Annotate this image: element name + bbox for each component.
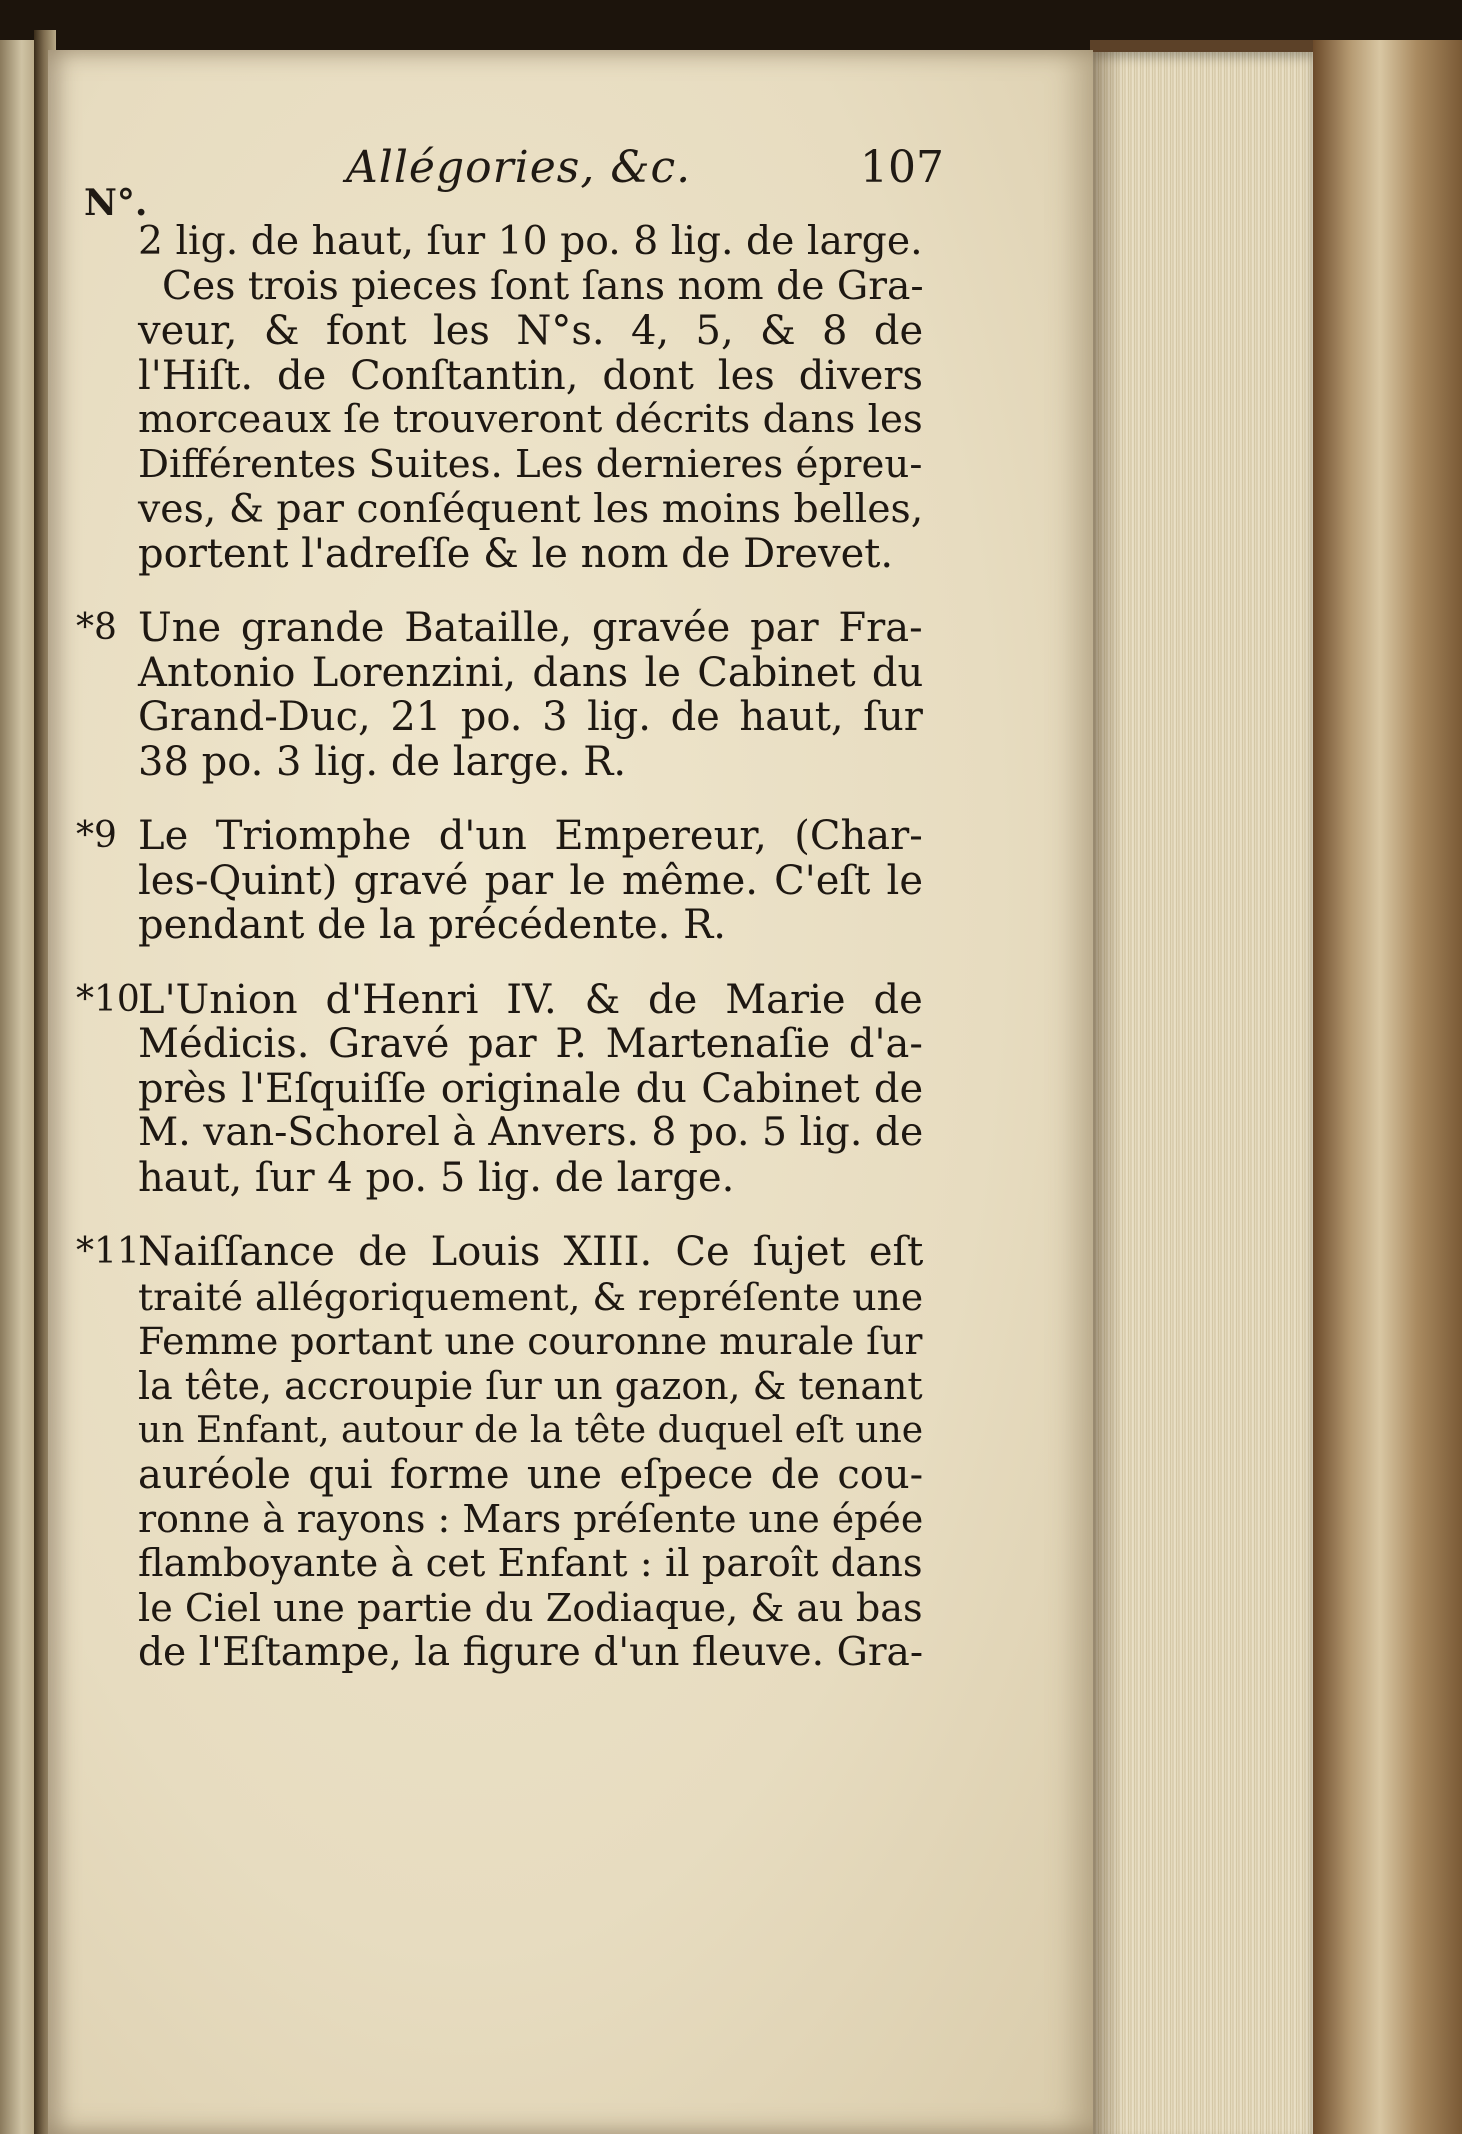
text-line: Grand-Duc, 21 po. 3 lig. de haut, ſur (138, 694, 923, 740)
page-header (84, 142, 954, 224)
text-line: L'Union d'Henri IV. & de Marie de (138, 976, 923, 1023)
text-line: portent l'adreſſe & le nom de Drevet. (138, 530, 894, 577)
entry-number: *11 (76, 1231, 140, 1272)
catalog-entry (76, 976, 924, 1201)
facing-page-edge (0, 40, 36, 2134)
text-line: l'Hiſt. de Conſtantin, dont les divers (138, 352, 924, 399)
text-line: veur, & font les N°s. 4, 5, & 8 de (138, 308, 924, 354)
text-line: de l'Eſtampe, la figure d'un fleuve. Gra- (138, 1629, 924, 1675)
page-edge-shadow (1093, 52, 1123, 2134)
text-line: Le Triomphe d'un Empereur, (Char- (138, 813, 923, 859)
text-line: flamboyante à cet Enfant : il paroît dans (138, 1540, 923, 1586)
text-line: 2 lig. de haut, ſur 10 po. 8 lig. de large. (138, 219, 923, 264)
page-block-edges (1093, 52, 1313, 2134)
text-line: Naiſſance de Louis XIII. Ce ſujet eſt (138, 1229, 924, 1275)
text-line: le Ciel une partie du Zodiaque, & au bas (138, 1586, 923, 1630)
catalog-entry (76, 605, 924, 785)
text-line: Différentes Suites. Les dernieres épreu- (138, 441, 923, 487)
entry-number: *8 (76, 607, 117, 648)
running-title: Allégories, &c. (346, 142, 692, 193)
catalog-entry (76, 1229, 924, 1675)
text-line: ves, & par conſéquent les moins belles, (138, 486, 924, 532)
page-body (76, 219, 924, 1705)
text-line: auréole qui forme une eſpece de cou- (138, 1451, 924, 1498)
page-number: 107 (860, 142, 944, 193)
leather-binding (1313, 40, 1462, 2134)
text-line: près l'Eſquiſſe originale du Cabinet de (138, 1065, 924, 1112)
text-line: Antonio Lorenzini, dans le Cabinet du (138, 649, 924, 696)
continued-entry (138, 220, 923, 576)
number-column-mark: N°. (84, 182, 148, 224)
text-line: pendant de la précédente. R. (138, 902, 726, 948)
entry-number: *9 (76, 815, 117, 856)
text-line: les-Quint) gravé par le même. C'eſt le (138, 857, 924, 904)
text-line: la tête, accroupie ſur un gazon, & tenant (138, 1363, 923, 1408)
text-line: M. van-Schorel à Anvers. 8 po. 5 lig. de (138, 1110, 924, 1155)
entry-number: *10 (76, 978, 140, 1020)
catalog-entry (76, 813, 924, 948)
text-line: Médicis. Gravé par P. Martenaſie d'a- (138, 1021, 923, 1067)
text-line: un Enfant, autour de la tête duquel eſt une (138, 1409, 924, 1451)
text-line: ronne à rayons : Mars préſente une épée (138, 1497, 924, 1541)
text-line: Une grande Bataille, gravée par Fra- (138, 605, 923, 651)
text-line: haut, ſur 4 po. 5 lig. de large. (138, 1154, 735, 1201)
text-line: Femme portant une couronne murale ſur (138, 1319, 923, 1363)
text-line: Ces trois pieces ſont ſans nom de Gra- (162, 263, 924, 309)
text-line: morceaux ſe trouveront décrits dans les (138, 397, 923, 442)
text-line: traité allégoriquement, & repréſente une (138, 1274, 924, 1319)
text-line: 38 po. 3 lig. de large. R. (138, 738, 627, 785)
